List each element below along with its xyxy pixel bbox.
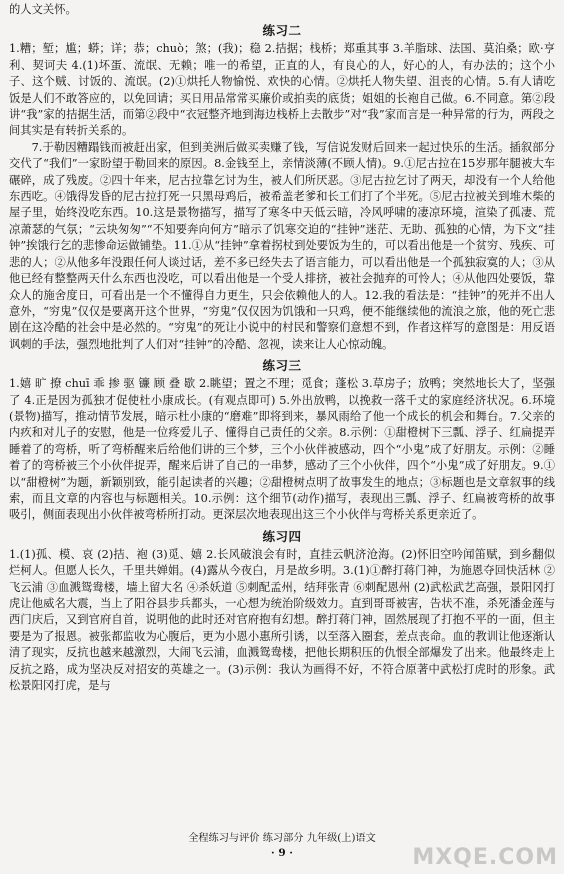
section-title-4: 练习四 [262,528,302,544]
answer-paragraph: 1.嬉 旷 撩 chuī 乖 掺 驱 镰 顾 叠 歇 2.眺望；置之不理；觅食；蓬松 3.草房子；放鸭；突然地长大了，坚强了 4.正是因为孤独才促使杜小康成长。(有观点即可) 5.外出放鸭，以挽救一落千丈的家庭经济状况。6.环境(景物)描写，推动情节发展，暗示杜小康的“磨难”即将到来，暴风雨给了他一个成长的机会和舞台。7.父亲的内疚和对儿子的安慰，他是一位疼爱儿子、懂得自己责任的父亲。8.示例：①甜橙树下三瓢、浮子、红扁提弄睡着了的弯桥，听了弯桥醒来后给他们讲的三个梦，三个小伙伴被感动，四个“小鬼”成了好朋友。示例：②睡着了的弯桥被三个小伙伴捉弄，醒来后讲了自己的一串梦，感动了三个小伙伴，四个“小鬼”成了好朋友。9.①以“甜橙树”为题，新颖别致，能引起读者的兴趣；②甜橙树点明了故事发生的地点；③标题也是文章叙事的线索，而且文章的内容也与标题相关。10.示例：这个细节(动作)描写，表现出三瓢、浮子、红扁被弯桥的故事吸引，侧面表现出小伙伴被弯桥所打动。更深层次地表现出这三个小伙伴与弯桥关系更亲近了。 [9,377,555,522]
section-title-3: 练习三 [262,358,302,374]
footer-text: 全程练习与评价 练习部分 九年级(上)语文 [188,833,376,844]
answer-paragraph: 7.于勒因糟蹋钱而被赶出家，但到美洲后做买卖赚了钱，写信说发财后回来一起过快乐的生活。插叙部分交代了“我们”一家盼望于勒回来的原因。8.金钱至上，亲情淡薄(不顾人情)。9.①尼古拉在15岁那年腿被大车碾碎，成了残废。②四十年来，尼古拉靠乞讨为生，被人们所厌恶。③尼古拉乞讨了两天，却没有一个人给他东西吃。④饿得发昏的尼古拉打死一只黑母鸡后，被希盖老爹和长工们打了个半死。⑤尼古拉被关到堆木柴的屋子里，始终没吃东西。10.这是景物描写，描写了寒冬中天低云暗，冷风呼啸的凄凉环境，渲染了孤凄、荒凉萧瑟的气氛；“云块匆匆”“不知要奔向何方”暗示了饥寒交迫的“挂钟”迷茫、无助、孤独的心情，为下文“挂钟”挨饿行乞的悲惨命运做铺垫。11.①从“挂钟”拿着拐杖到处要饭为生的，可以看出他是一个贫穷、残疾、可悲的人；②从他多年没跟任何人谈过话，差不多已经失去了语言能力，可以看出他是一个孤独寂寞的人；③从他已经有整整两天什么东西也没吃，可以看出他是一个受人排挤，被社会抛弃的可怜人；④从他四处要饭，靠众人的施舍度日，可看出是一个不懂得自力更生，只会依赖他人的人。12.我的看法是：“挂钟”的死并不出人意外，“穷鬼”仅仅是要离开这个世界，“穷鬼”仅仅因为饥饿和一只鸡，便不能继续他的流浪之旅，他的死亡悲剧在这冷酷的社会中是必然的。“穷鬼”的死让小说中的村民和警察们意想不到，作者这样写的意图是：用反语讽刺的手法，强烈地批判了人们对“挂钟”的冷酷、忽视，读来让人心惊动魄。 [9,140,555,351]
watermark: MXQE.COM [412,845,558,870]
answer-paragraph: 1.(1)孤、模、哀 (2)拮、袍 (3)觅、嬉 2.长风破浪会有时，直挂云帆济沧海。(2)怀旧空吟闻笛赋，到乡翻似烂柯人。但愿人长久，千里共婵娟。(4)露从今夜白，月是故乡明。3.(1)①醉打蒋门神，为施恩夺回快活林 ②飞云浦 ③血溅鸳鸯楼，墙上留大名 ④杀妖道 ⑤刺配孟州，结拜张青 ⑥刺配恩州 (2)武松武艺高强，景阳冈打虎让他威名大震，当上了阳谷县步兵都头，一心想为统治阶级效力。直到哥哥被害，告状不准，杀死潘金莲与西门庆后，又到官府自首，说明他的此时还对官府抱有幻想。醉打蒋门神，固然展现了打抱不平的一面，但主要是为了报恩。被张都监收为心腹后，更为小恩小惠所引诱，以至落入圈套，差点丧命。血的教训让他逐渐认清了现实，反抗也越来越激烈，大闹飞云浦，血溅鸳鸯楼，把他长期积压的仇恨全部爆发了出来。他最终走上反抗之路，成为坚决反对招安的英雄之一。(3)示例：我认为画得不好，不符合原著中武松打虎时的形象。武松景阳冈打虎，是与 [9,547,555,693]
answer-paragraph: 1.糟；堑；尴；蟒；详；恭；chuò；煞；(我)；稳 2.拮据；栈桥；郑重其事 3.羊脂球、法国、莫泊桑；欧·亨利、契诃夫 4.(1)坏蛋、流氓、无赖；唯一的希望，正直的人，有良心的人，好心的人，有办法的；这个小子、这个贼、讨饭的、流氓。(2)①烘托人物愉悦、欢快的心情。②烘托人物失望、沮丧的心情。5.有人请吃饭是人们不敢答应的，以免回请；买日用品常常买廉价或拍卖的底货；姐姐的长袍自己做。6.不同意。第②段讲“我”家的拮据生活，而第②段中“衣冠整齐地到海边栈桥上去散步”对“我”家而言是一种异常的行为，两段之间其实是有转折关系的。 [9,42,555,138]
page-number: · 9 · [271,847,293,859]
intro-text: 的人文关怀。 [9,3,77,16]
section-title-2: 练习二 [262,23,302,39]
